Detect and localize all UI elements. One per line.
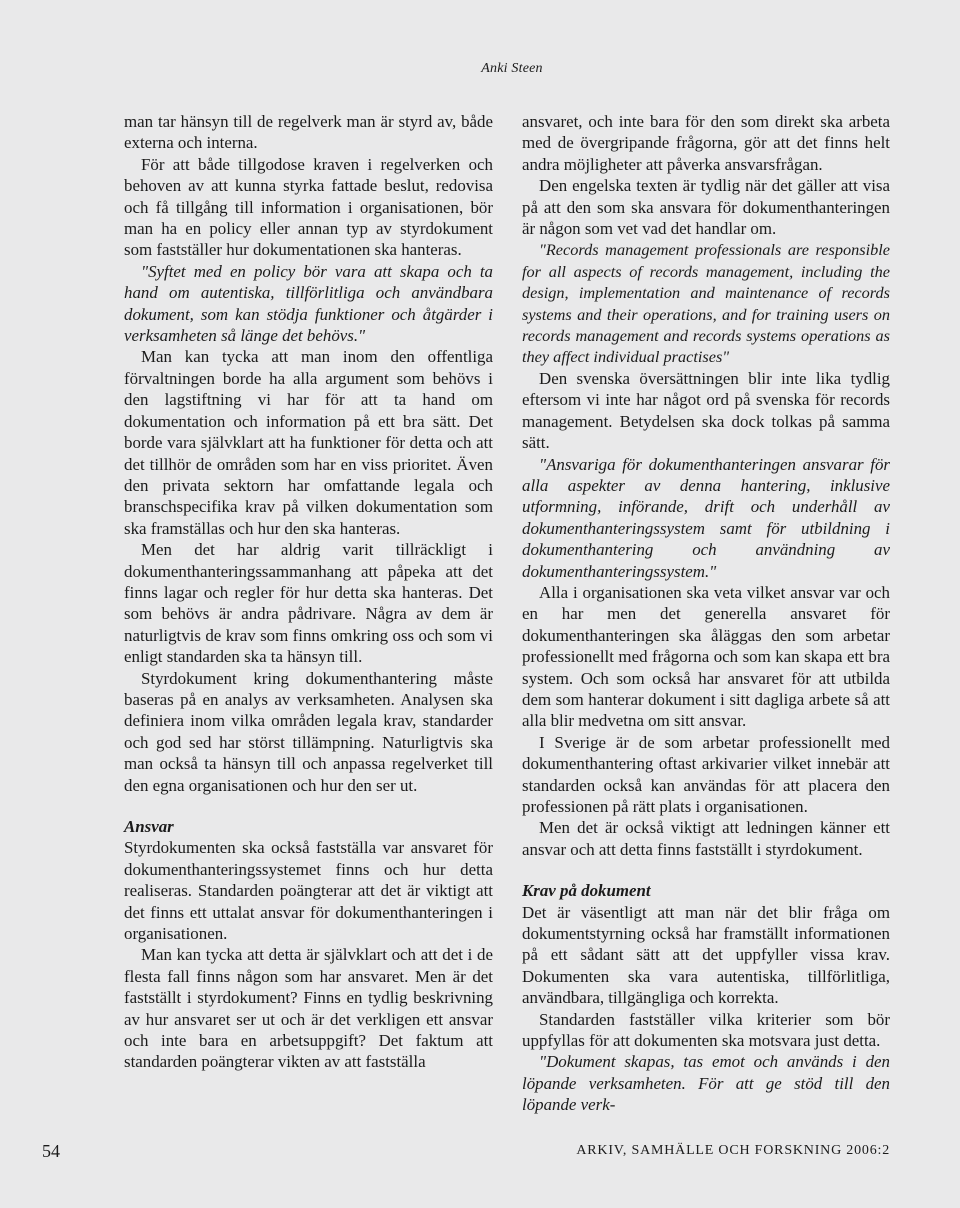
block-quote-swedish: "Ansvariga för dokumenthanteringen ansvarar för alla aspekter av denna hantering, inklusive utformning, införande, drift och underhåll av dokumenthanteringssystem samt för utbildning i dokumenthantering och användning av dokumenthanteringssystem." — [522, 454, 890, 581]
right-column — [522, 111, 890, 1116]
paragraph: I Sverige är de som arbetar professionellt med dokumenthantering oftast arkivarier vilket innebär att standarden också kan användas för att placera den professionen på rätt plats i organisationen. — [522, 732, 890, 816]
block-quote-last: "Dokument skapas, tas emot och används i den löpande verksamheten. För att ge stöd till den löpande verk- — [522, 1052, 890, 1115]
paragraph: Styrdokument kring dokumenthantering måste baseras på en analys av verksamheten. Analysen ska definiera inom vilka områden legala krav, standarder och god sed har störst tillämpning. Naturligtvis ska man också ta hänsyn till och anpassa regelverket till den egna organisationen och hur den ser ut. — [124, 668, 493, 795]
paragraph: Men det har aldrig varit tillräckligt i dokumenthanteringssammanhang att påpeka att det finns lagar och regler för hur detta ska hanteras. Det som behövs är andra pådrivare. Några av dem är naturligtvis de krav som finns omkring oss och som vi enligt standarden ska ta hänsyn till. — [124, 540, 493, 667]
page-number: 54 — [42, 1141, 60, 1161]
section-heading-krav: Krav på dokument — [522, 881, 651, 901]
paragraph: Den engelska texten är tydlig när det gäller att visa på att den som ska ansvara för dokumenthanteringen är någon som vet vad det handlar om. — [522, 176, 890, 239]
block-quote-english: "Records management professionals are responsible for all aspects of records management, including the design, implementation and maintenance of records systems and their operations, and for training users on records management and records systems operations as they affect individual practises" — [522, 240, 890, 367]
paragraph: Man kan tycka att man inom den offentliga förvaltningen borde ha alla argument som behövs i den lagstiftning vi har för att ta hand om dokumentation och information på ett bra sätt. Det borde vara självklart att ha funktioner för detta och att det tillhör de områden som har en viss prioritet. Även den privata sektorn har omfattande legala och branschspecifika krav på vilken dokumentation som ska framställas och hur den ska hanteras. — [124, 347, 493, 538]
paragraph: Standarden fastställer vilka kriterier som bör uppfyllas för att dokumenten ska motsvara just detta. — [522, 1009, 890, 1051]
paragraph: ansvaret, och inte bara för den som direkt ska arbeta med de övergripande frågorna, gör att det finns helt andra möjligheter att påverka ansvarsfrågan. — [522, 112, 890, 174]
running-head-author: Anki Steen — [481, 61, 543, 76]
paragraph: Men det är också viktigt att ledningen känner ett ansvar och att detta finns fastställt i styrdokument. — [522, 818, 890, 859]
left-column — [124, 111, 493, 1073]
paragraph: Styrdokumenten ska också fastställa var ansvaret för dokumenthanteringssystemet finns och hur detta realiseras. Standarden poängterar att det är viktigt att det finns ett uttalat ansvar för dokumenthanteringen i organisationen. — [124, 838, 493, 944]
section-heading-ansvar: Ansvar — [124, 817, 174, 836]
paragraph: Alla i organisationen ska veta vilket ansvar var och en har men det generella ansvaret för dokumenthanteringen ska åläggas den som arbetar professionellt med frågorna och som kan skapa ett bra system. Och som också har ansvaret för att utbilda dem som hanterar dokument i sitt dagliga arbete så att alla blir medvetna om sitt ansvar. — [522, 582, 890, 731]
paragraph: Man kan tycka att detta är självklart och att det i de flesta fall finns någon som har ansvaret. Men är det fastställt i styrdokument? Finns en tydlig beskrivning av hur ansvaret ser ut och är det verkligen ett ansvar och inte bara en arbetsuppgift? Det faktum att standarden poängterar vikten av att fastställa — [124, 945, 493, 1072]
paragraph: man tar hänsyn till de regelverk man är styrd av, både externa och interna. — [124, 112, 493, 153]
paragraph: För att både tillgodose kraven i regelverken och behoven av att kunna styrka fattade beslut, redovisa och få tillgång till information i organisationen, bör man ha en policy eller annan typ av styrdokument som fastställer hur dokumentationen ska hanteras. — [124, 154, 493, 260]
paragraph: Det är väsentligt att man när det blir fråga om dokumentstyrning också har framställt informationen på ett sådant sätt att det uppfyller vissa krav. Dokumenten ska vara autentiska, tillförlitliga, användbara, tillgängliga och korrekta. — [522, 902, 890, 1008]
block-quote: "Syftet med en policy bör vara att skapa och ta hand om autentiska, tillförlitliga och användbara dokument, som kan stödja funktioner och åtgärder i verksamheten så länge det behövs." — [124, 261, 493, 346]
paragraph: Den svenska översättningen blir inte lika tydlig eftersom vi inte har något ord på svenska för records management. Betydelsen ska dock tolkas på samma sätt. — [522, 368, 890, 453]
journal-title: ARKIV, SAMHÄLLE OCH FORSKNING 2006:2 — [576, 1143, 890, 1158]
